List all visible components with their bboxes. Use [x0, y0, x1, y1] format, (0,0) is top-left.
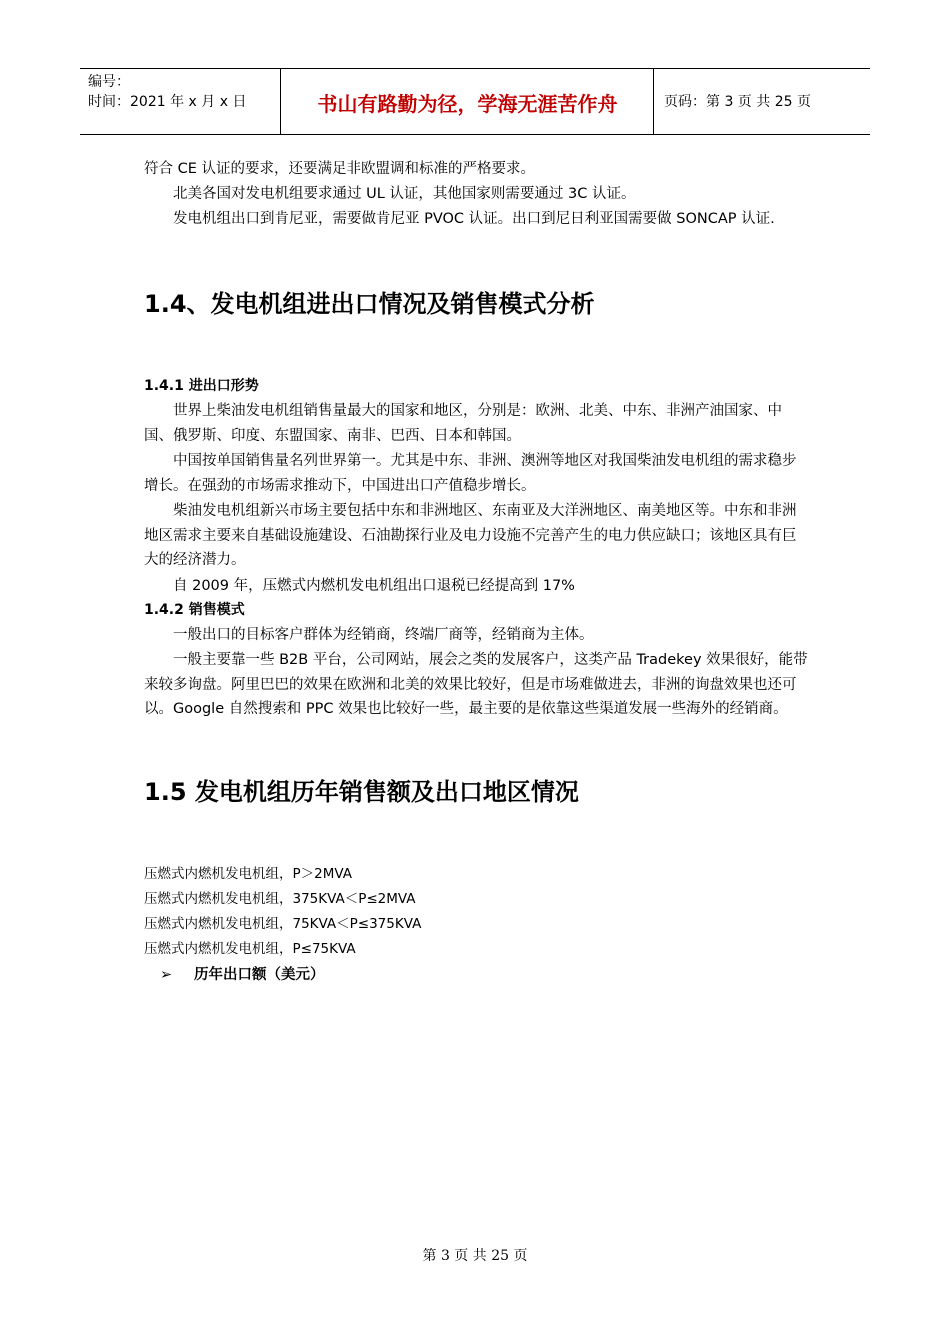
generator-category-line: 压燃式内燃机发电机组，375KVA＜P≤2MVA: [144, 891, 416, 907]
bullet-item-label: 历年出口额（美元）: [194, 967, 325, 983]
generator-category-line: 压燃式内燃机发电机组，P≤75KVA: [144, 941, 356, 957]
subsection-heading-1-4-1: 1.4.1 进出口形势: [144, 378, 259, 394]
header-right-cell: [654, 69, 870, 135]
header-page-info: 页码：第 3 页 共 25 页: [664, 94, 811, 110]
intro-paragraph-1: 符合 CE 认证的要求，还要满足非欧盟调和标准的严格要求。: [144, 161, 536, 177]
section-heading-1-4: 1.4、发电机组进出口情况及销售模式分析: [144, 290, 595, 318]
import-export-paragraph-1: 世界上柴油发电机组销售量最大的国家和地区，分别是：欧洲、北美、中东、非洲产油国家、中国、俄罗斯、印度、东盟国家、南非、巴西、日本和韩国。: [144, 403, 782, 444]
import-export-paragraph-3: 柴油发电机组新兴市场主要包括中东和非洲地区、东南亚及大洋洲地区、南美地区等。中东和非洲地区需求主要来自基础设施建设、石油勘探行业及电力设施不完善产生的电力供应缺口；该地区具有巨大的经济潜力。: [144, 503, 797, 568]
section-heading-1-5: 1.5 发电机组历年销售额及出口地区情况: [144, 778, 579, 806]
arrow-bullet-icon: ➢: [160, 967, 173, 983]
intro-paragraph-3: 发电机组出口到肯尼亚，需要做肯尼亚 PVOC 认证。出口到尼日利亚国需要做 SONCAP 认证.: [173, 211, 775, 227]
document-date: 时间：2021 年 x 月 x 日: [88, 94, 247, 110]
header-middle-cell: [281, 69, 654, 135]
sales-model-paragraph-1: 一般出口的目标客户群体为经销商，终端厂商等，经销商为主体。: [173, 627, 594, 643]
header-motto: 书山有路勤为径，学海无涯苦作舟: [317, 92, 618, 116]
header-left-cell: [80, 69, 281, 135]
page-header-table: [80, 68, 870, 135]
intro-paragraph-2: 北美各国对发电机组要求通过 UL 认证，其他国家则需要通过 3C 认证。: [173, 186, 636, 202]
page-footer: 第 3 页 共 25 页: [422, 1248, 528, 1264]
generator-category-line: 压燃式内燃机发电机组，P＞2MVA: [144, 866, 352, 882]
subsection-heading-1-4-2: 1.4.2 销售模式: [144, 602, 245, 618]
document-code-label: 编号：: [88, 74, 130, 90]
import-export-paragraph-4: 自 2009 年，压燃式内燃机发电机组出口退税已经提高到 17%: [173, 578, 575, 594]
bullet-item-export-value: [160, 964, 325, 986]
import-export-paragraph-2: 中国按单国销售量名列世界第一。尤其是中东、非洲、澳洲等地区对我国柴油发电机组的需求稳步增长。在强劲的市场需求推动下，中国进出口产值稳步增长。: [144, 453, 797, 494]
generator-category-line: 压燃式内燃机发电机组，75KVA＜P≤375KVA: [144, 916, 422, 932]
sales-model-paragraph-2: 一般主要靠一些 B2B 平台，公司网站，展会之类的发展客户，这类产品 Tradekey 效果很好，能带来较多询盘。阿里巴巴的效果在欧洲和北美的效果比较好，但是市场难做进去，非洲的询盘效果也还可以。Google 自然搜索和 PPC 效果也比较好一些，最主要的是依靠这些渠道发展一些海外的经销商。: [144, 652, 808, 717]
